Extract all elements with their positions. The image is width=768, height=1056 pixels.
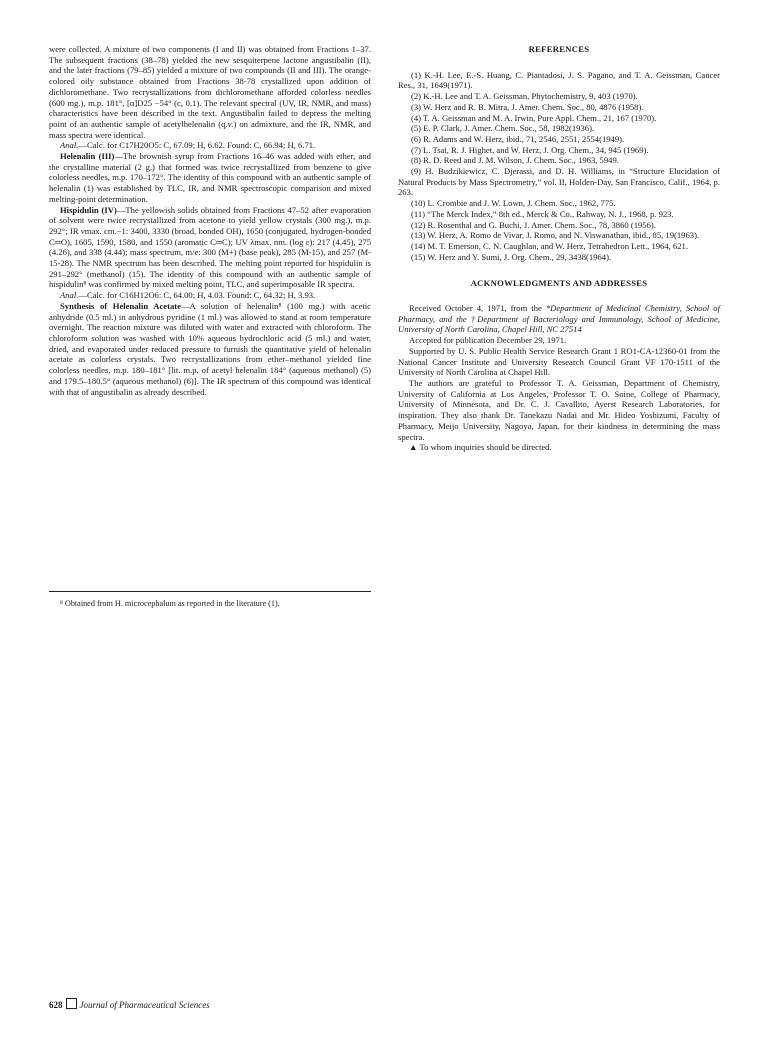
anal-text-2: —Calc. for C16H12O6: C, 64.00; H, 4.03. Found: C, 64.32; H, 3.93.: [78, 290, 316, 301]
body-paragraph: were collected. A mixture of two components (I and II) was obtained from Fractions 1–37. The subsequent fractions (38–78) yielded the new sesquiterpene lactone angustibalin (II), and the later fractions (79–85) yielded a mixture of two compounds (II and III). The orange-colored oily substance obtained from Fractions 38-78 crystallized upon addition of dichloromethane. Two recrystallizations from dichloromethane afforded colorless needles (600 mg.), m.p. 181°, [α]D25 −54° (c, 0.1). The relevant spectral (UV, IR, NMR, and mass) characteristics have been described in the text. Angustibalin failed to depress the melting point of an authentic sample of acetylhelenalin (q.v.) on admixture, and the IR, NMR, and mass spectra were identical.: [49, 44, 371, 140]
hispidulin-paragraph: [49, 205, 371, 291]
footnote: ⁸ Obtained from H. microcephalum as reported in the literature (1).: [60, 599, 280, 608]
acknowledgments-heading: ACKNOWLEDGMENTS AND ADDRESSES: [470, 278, 648, 289]
footnote-divider: [49, 591, 371, 592]
reference-item: (2) K.-H. Lee and T. A. Geissman, Phytochemistry, 9, 403 (1970).: [411, 91, 638, 102]
accepted-paragraph: Accepted for publication December 29, 1971.: [409, 335, 567, 346]
reference-item: (7) L. Tsai, R. J. Highet, and W. Herz, J. Org. Chem., 34, 945 (1969).: [411, 144, 649, 155]
hispidulin-text: —The yellowish solids obtained from Fractions 47–52 after evaporation of solvent were twice recrystallized from acetone to yield yellow crystals (300 mg.), m.p. 292°; IR νmax. cm.−1: 3400, 3330 (broad, bonded OH), 1650 (conjugated, hydrogen-bonded C═O), 1605, 1590, 1580, and 1550 (aromatic C═C); UV λmax. nm. (log ε): 217 (4.45), 275 (4.26), and 338 (4.44); mass spectrum, m/e: 300 (M+) (base peak), 285 (M-15), and 257 (M-15-28). The NMR spectrum has been described. The melting point reported for hispidulin is 291–292° (methanol) (15). The identity of this compound with an authentic sample of hispidulin⁸ was confirmed by mixed melting point, TLC, and superimposable IR spectra.: [49, 204, 371, 290]
square-box-icon: [66, 998, 77, 1009]
anal-text: —Calc. for C17H20O5: C, 67.09; H, 6.62. Found: C, 66.94; H, 6.71.: [78, 140, 316, 151]
received-prefix: Received October 4, 1971, from the: [409, 303, 546, 314]
anal-label-2: Anal.: [60, 290, 79, 301]
reference-item: (9) H. Budzikiewicz, C. Djerassi, and D. H. Williams, in “Structure Elucidation of Natural Products by Mass Spectrometry,” vol. II, Holden-Day, San Francisco, Calif., 1964, p. 263.: [398, 166, 720, 198]
reference-item: (10) L. Crombie and J. W. Lown, J. Chem. Soc., 1962, 775.: [411, 198, 616, 209]
reference-item: (3) W. Herz and R. B. Mitra, J. Amer. Chem. Soc., 80, 4876 (1958).: [411, 101, 644, 112]
helenalin-paragraph: [49, 151, 371, 205]
received-paragraph: [398, 303, 720, 335]
reference-item: (1) K.-H. Lee, E.-S. Huang, C. Piantadosi, J. S. Pagano, and T. A. Geissman, Cancer Res., 31, 1649(1971).: [398, 69, 720, 91]
reference-item: (13) W. Herz, A. Romo de Vivar, J. Romo, and N. Viswanathan, ibid., 85, 19(1963).: [411, 230, 700, 241]
anal-label: Anal.: [60, 140, 79, 151]
helenalin-text: —The brownish syrup from Fractions 16–46 was added with ether, and the crystalline material (2 g.) that formed was twice recrystallized from benzene to give colorless needles, m.p. 170–172°. The identity of this compound with an authentic sample of helenalin (1) was established by TLC, IR, and NMR spectroscopic comparison and mixed melting-point determination.: [49, 151, 371, 204]
support-paragraph: Supported by U. S. Public Health Service Research Grant 1 RO1-CA-12360-01 from the National Cancer Institute and University Research Council Grant VF 170-1511 of the University of North Carolina at Chapel Hill.: [398, 345, 720, 378]
reference-item: (4) T. A. Geissman and M. A. Irwin, Pure Appl. Chem., 21, 167 (1970).: [411, 112, 657, 123]
analysis-paragraph: [49, 140, 371, 151]
reference-item: (8) R. D. Reed and J. M. Wilson, J. Chem. Soc., 1963, 5949.: [411, 155, 619, 166]
synthesis-heading: Synthesis of Helenalin Acetate: [60, 300, 181, 311]
analysis-paragraph-2: [49, 290, 371, 301]
reference-item: (5) E. P. Clark, J. Amer. Chem. Soc., 58, 1982(1936).: [411, 123, 595, 134]
thanks-paragraph: The authors are grateful to Professor T. A. Geissman, Department of Chemistry, University of California at Los Angeles, Professor T. O. Soine, College of Pharmacy, University of Minnesota, and Dr. C. J. Cavallito, Ayerst Research Laboratories, for inspiration. They also thank Dr. Tanekazu Nadai and Mr. Hideo Yoshizumi, Faculty of Pharmacy, Meijo University, Nagoya, Japan, for their kindness in determining the mass spectra.: [398, 377, 720, 442]
inquiries-paragraph: ▲ To whom inquiries should be directed.: [409, 442, 552, 453]
helenalin-heading: Helenalin (III): [60, 151, 115, 162]
reference-item: (11) “The Merck Index,” 8th ed., Merck & Co., Rahway, N. J., 1968, p. 923.: [411, 208, 674, 219]
synthesis-paragraph: [49, 301, 371, 397]
journal-name: Journal of Pharmaceutical Sciences: [79, 1000, 210, 1010]
right-column: [398, 44, 720, 453]
page-footer: [49, 998, 210, 1010]
reference-item: (14) M. T. Emerson, C. N. Caughlan, and W. Herz, Tetrahedron Lett., 1964, 621.: [411, 240, 688, 251]
received-affiliation: *Department of Medicinal Chemistry, School of Pharmacy, and the †Department of Bacteriology and Immunology, School of Medicine, University of North Carolina, Chapel Hill, NC 27514: [398, 303, 720, 335]
reference-item: (6) R. Adams and W. Herz, ibid., 71, 2546, 2551, 2554(1949).: [411, 133, 625, 144]
references-heading: REFERENCES: [528, 44, 590, 54]
left-column: [49, 44, 371, 397]
reference-item: (15) W. Herz and Y. Sumi, J. Org. Chem., 29, 3438(1964).: [411, 251, 612, 262]
reference-item: (12) R. Rosenthal and G. Buchi, J. Amer. Chem. Soc., 78, 3860 (1956).: [411, 219, 656, 230]
page-number: 628: [49, 1000, 63, 1010]
synthesis-text: —A solution of helenalin⁸ (100 mg.) with acetic anhydride (0.5 ml.) in anhydrous pyridine (1 ml.) was allowed to stand at room temperature overnight. The reaction mixture was diluted with water and extracted with chloroform. The chloroform solution was washed with 10% aqueous hydrochloric acid (5 ml.) and water, dried, and evaporated under reduced pressure to furnish the quantitative yield of helenalin acetate as colorless crystals. Two recrystallizations from ether–methanol yielded fine colorless needles, m.p. 180–181° [lit. m.p. of acetyl helenalin 184° (aqueous methanol) (5) and 179.5–180.5° (aqueous methanol) (6)]. The IR spectrum of this compound was identical with that of angustibalin as already described.: [49, 300, 371, 397]
hispidulin-heading: Hispidulin (IV): [60, 204, 117, 215]
reference-list: [398, 70, 720, 263]
